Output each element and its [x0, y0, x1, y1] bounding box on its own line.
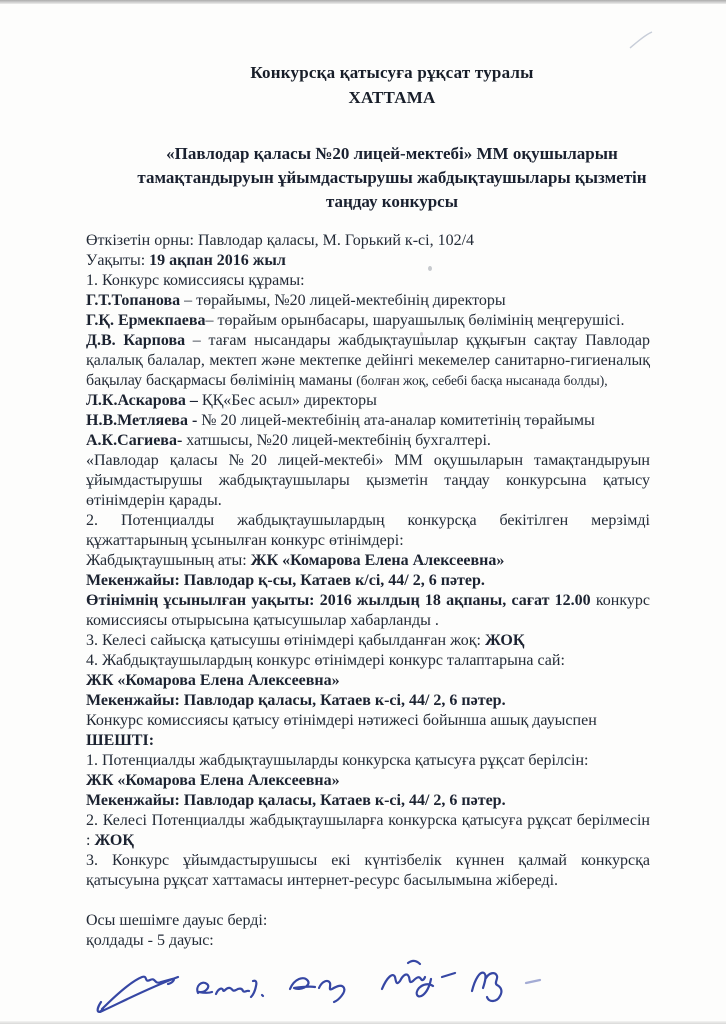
paragraph-20 [86, 731, 650, 751]
paragraph-7 [86, 391, 650, 411]
paragraph-21 [86, 751, 650, 771]
text-run: 2. Келесі Потенциалды жабдықтаушыларға конкурска қатысуға рұқсат берілмесін : [86, 812, 650, 849]
text-run: ЖК «Комарова Елена Алексеевна» [86, 672, 340, 689]
paragraph-12 [86, 551, 650, 571]
document-body [86, 231, 650, 951]
text-run: ЖК «Комарова Елена Алексеевна» [86, 772, 340, 789]
paragraph-1 [86, 231, 650, 251]
text-run: – төрайым орынбасары, шаруашылық бөлімінің меңгерушісі. [205, 312, 625, 329]
paragraph-3 [86, 271, 650, 291]
text-run: – тағам нысандары жабдықтаушылар құқығын сақтау Павлодар қалалық балалар, мектеп және мектепке дейінгі мекемелер санитарно-гигиеналық бақылау басқармасы бөлімінің маманы [86, 332, 650, 389]
text-run: Мекенжайы: Павлодар қаласы, Катаев к-сі, 44/ 2, 6 пәтер. [86, 792, 506, 809]
paragraph-17 [86, 671, 650, 691]
doc-subtitle-line3: таңдау конкурсы [325, 192, 459, 211]
text-run: Жабдықтаушының аты: [86, 552, 251, 569]
signature-stroke [100, 977, 178, 1012]
doc-title [110, 60, 674, 110]
doc-subtitle [110, 142, 674, 214]
paragraph-6 [86, 331, 650, 391]
text-run: қолдады - 5 дауыс: [86, 932, 214, 949]
text-run: 4. Жабдықтаушылардың конкурс өтінімдері конкурс талаптарына сай: [86, 652, 565, 669]
signature-stroke [472, 973, 501, 1001]
paragraph-11 [86, 511, 650, 551]
text-run: Осы шешімге дауыс берді: [86, 912, 268, 929]
paragraph-9 [86, 431, 650, 451]
text-run: ҚҚ«Бес асыл» директоры [201, 392, 377, 409]
signature-stroke [290, 978, 344, 1002]
paragraph-14 [86, 591, 650, 631]
text-run: А.К.Сагиева- [86, 432, 183, 449]
text-run: Д.В. Карпова [86, 332, 186, 349]
document-content [86, 0, 650, 1013]
paragraph-22 [86, 771, 650, 791]
text-run: Өткізетін орны: Павлодар қаласы, М. Горький к-сі, 102/4 [86, 232, 475, 249]
paragraph-24 [86, 811, 650, 851]
signature-stroke [262, 995, 263, 996]
text-run: Өтінімнің ұсынылған уақыты: 2016 жылдың 18 ақпаны, сағат 12.00 [86, 592, 596, 609]
text-run: ШЕШТІ: [86, 732, 155, 749]
text-run: «Павлодар қаласы №20 лицей-мектебі» ММ оқушыларын тамақтандыруын ұйымдастырушы жабдықтаушылары қызметін таңдау конкурсына қатысу өтінімдерін қарады. [86, 452, 650, 509]
text-run: Н.В.Метляева - [86, 412, 202, 429]
text-run: конкурс комиссиясы отырысына қатысушылар хабарланды . [86, 592, 650, 629]
text-run: Конкурс комиссиясы қатысу өтінімдері нәтижесі бойынша ашық дауыспен [86, 712, 597, 729]
paragraph-4 [86, 291, 650, 311]
text-run: 19 ақпан 2016 жыл [149, 252, 286, 269]
text-run: Л.К.Аскарова – [86, 392, 202, 409]
doc-subtitle-line1: «Павлодар қаласы №20 лицей-мектебі» ММ оқушыларын [166, 144, 618, 163]
text-run: хатшысы, №20 лицей-мектебінің бухгалтері. [182, 432, 491, 449]
paragraph-28 [86, 931, 650, 951]
text-run: – төрайымы, №20 лицей-мектебінің директоры [180, 292, 506, 309]
text-run: ЖОҚ [484, 632, 525, 649]
signature-stroke [197, 981, 256, 997]
paragraph-19 [86, 711, 650, 731]
text-run: 2. Потенциалды жабдықтаушылардың конкурсқа бекітілген мерзімді құжаттарының ұсынылған конкурс өтінімдері: [86, 512, 650, 549]
text-run: ЖОҚ [94, 832, 134, 849]
text-run: 1. Потенциалды жабдықтаушыларды конкурска қатысуға рұқсат берілсін: [86, 752, 589, 769]
text-run: Г.Қ. Ермекпаева [86, 312, 206, 329]
paragraph-8 [86, 411, 650, 431]
text-run: ЖК «Комарова Елена Алексеевна» [250, 552, 505, 569]
text-run: Уақыты: [86, 252, 150, 269]
text-run: 1. Конкурс комиссиясы құрамы: [86, 272, 305, 289]
signature-stroke [382, 974, 433, 996]
signature-stroke [102, 977, 174, 1009]
paragraph-26 [86, 891, 650, 911]
text-run: (болған жоқ, себебі басқа нысанада болды), [356, 373, 608, 388]
signatures-handwriting [86, 955, 650, 1013]
paragraph-16 [86, 651, 650, 671]
paragraph-27 [86, 911, 650, 931]
paragraph-13 [86, 571, 650, 591]
text-run: 3. Конкурс ұйымдастырушысы екі күнтізбелік күннен қалмай конкурсқа қатысуына рұқсат хаттамасы интернет-ресурс басылымына жібереді. [86, 852, 650, 889]
doc-title-line1: Конкурсқа қатысуға рұқсат туралы [250, 63, 534, 82]
paragraph-2 [86, 251, 650, 271]
text-run: № 20 лицей-мектебінің ата-аналар комитетінің төрайымы [201, 412, 595, 429]
signature-stroke [408, 961, 420, 964]
doc-subtitle-line2: тамақтандыруын ұйымдастырушы жабдықтаушылары қызметін [137, 168, 647, 187]
paragraph-5 [86, 311, 650, 331]
paragraph-25 [86, 851, 650, 891]
text-run: 3. Келесі сайысқа қатысушы өтінімдері қабылданған жоқ: [86, 632, 485, 649]
text-run: Мекенжайы: Павлодар қаласы, Катаев к-сі, 44/ 2, 6 пәтер. [86, 692, 506, 709]
text-run: Мекенжайы: Павлодар қ-сы, Катаев к/сі, 44/ 2, 6 пәтер. [86, 572, 485, 589]
paragraph-10 [86, 451, 650, 511]
doc-title-line2: ХАТТАМА [348, 88, 436, 107]
paragraph-15 [86, 631, 650, 651]
signature-stroke [526, 980, 540, 983]
paragraph-18 [86, 691, 650, 711]
signature-stroke [442, 973, 455, 977]
paragraph-23 [86, 791, 650, 811]
signature-stroke [98, 1002, 103, 1012]
text-run: Г.Т.Топанова [86, 292, 181, 309]
